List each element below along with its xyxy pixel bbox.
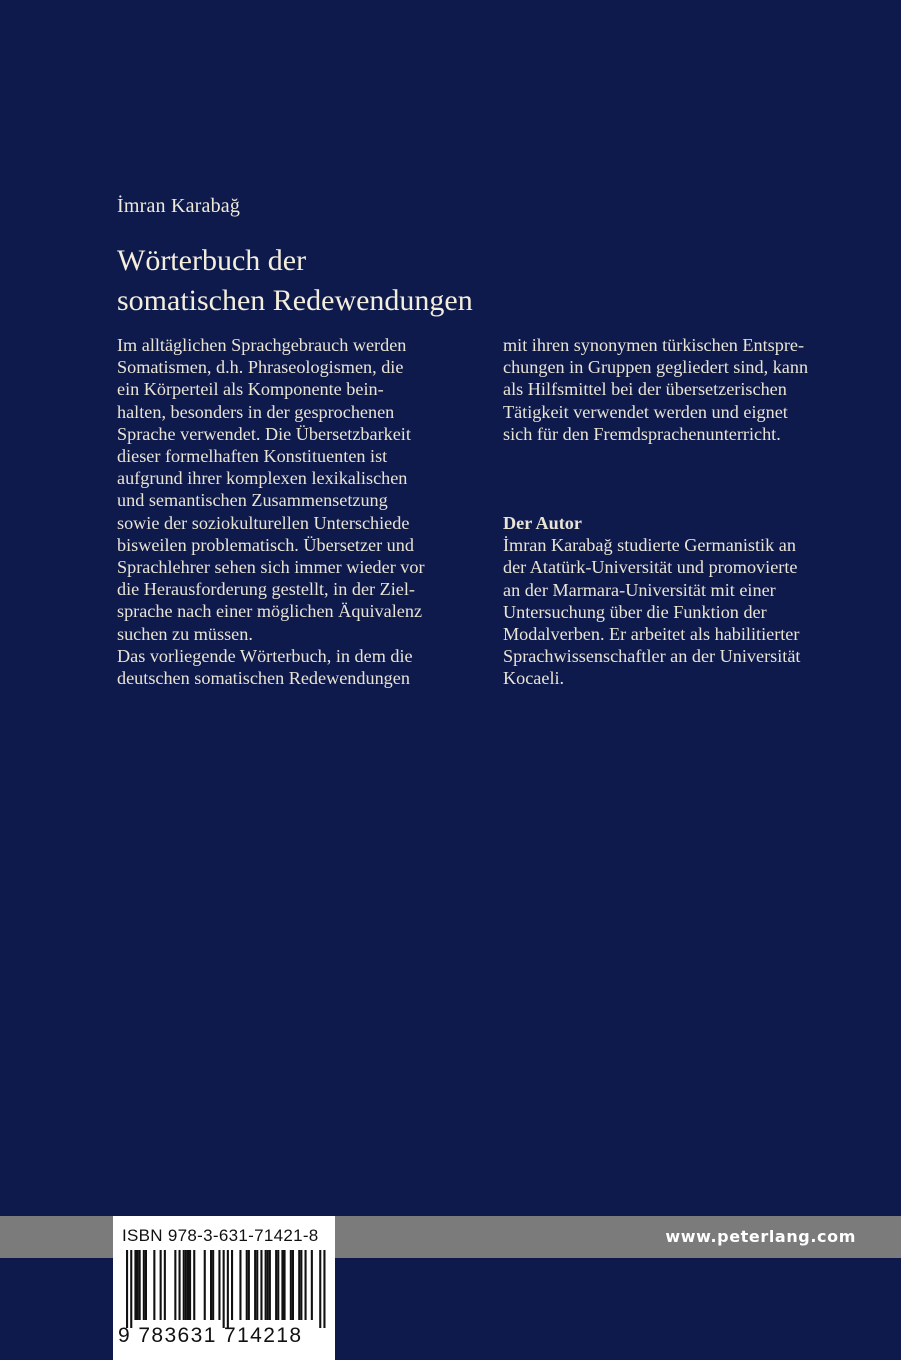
text-line: chungen in Gruppen gegliedert sind, kann bbox=[503, 357, 809, 378]
barcode-bar bbox=[134, 1250, 136, 1320]
barcode-bar bbox=[323, 1250, 325, 1328]
barcode-bar bbox=[189, 1250, 191, 1320]
barcode-bar bbox=[246, 1250, 248, 1320]
publisher-website: www.peterlang.com bbox=[665, 1227, 856, 1246]
text-line: deutschen somatischen Redewendungen bbox=[117, 668, 410, 689]
barcode-bar bbox=[174, 1250, 176, 1320]
barcode-bar bbox=[231, 1250, 233, 1320]
barcode-bar bbox=[137, 1250, 139, 1320]
barcode-bar bbox=[126, 1250, 128, 1328]
text-line: der Atatürk-Universität und promovierte bbox=[503, 557, 798, 578]
text-line: Somatismen, d.h. Phraseologismen, die bbox=[117, 357, 404, 378]
barcode-bar bbox=[256, 1250, 258, 1320]
text-line: halten, besonders in der gesprochenen bbox=[117, 401, 395, 422]
text-line: aufgrund ihrer komplexen lexikalischen bbox=[117, 468, 408, 489]
barcode-bar bbox=[269, 1250, 271, 1320]
barcode-bar bbox=[275, 1250, 277, 1320]
text-line: Untersuchung über die Funktion der bbox=[503, 601, 767, 622]
barcode-bar bbox=[130, 1250, 132, 1328]
text-line: Das vorliegende Wörterbuch, in dem die bbox=[117, 645, 413, 666]
barcode-bar bbox=[267, 1250, 269, 1320]
barcode-bar bbox=[187, 1250, 189, 1320]
barcode-bar bbox=[193, 1250, 195, 1320]
text-line: Sprachwissenschaftler an der Universität bbox=[503, 646, 801, 667]
text-line: sowie der soziokulturellen Unterschiede bbox=[117, 512, 410, 533]
blurb-left-column bbox=[117, 334, 469, 689]
text-line: Modalverben. Er arbeitet als habilitierter bbox=[503, 624, 800, 645]
barcode-bar bbox=[305, 1250, 307, 1320]
book-title bbox=[117, 241, 757, 321]
about-author-body bbox=[503, 534, 858, 689]
isbn-label: ISBN 978-3-631-71421-8 bbox=[122, 1226, 319, 1245]
barcode-bar bbox=[153, 1250, 155, 1320]
ean-digits: 9 783631 714218 bbox=[118, 1324, 303, 1347]
barcode-bar bbox=[179, 1250, 181, 1320]
barcode-bar bbox=[185, 1250, 187, 1320]
barcode-bar bbox=[145, 1250, 147, 1320]
text-line: mit ihren synonymen türkischen Entspre- bbox=[503, 335, 805, 355]
barcode-bar bbox=[210, 1250, 212, 1320]
barcode-bar bbox=[143, 1250, 145, 1320]
title-line: somatischen Redewendungen bbox=[117, 284, 473, 317]
text-line: Tätigkeit verwendet werden und eignet bbox=[503, 401, 788, 422]
barcode-bar bbox=[227, 1250, 229, 1328]
barcode-bar bbox=[290, 1250, 292, 1320]
text-line: die Herausforderung gestellt, in der Ziel- bbox=[117, 579, 415, 600]
barcode-bar bbox=[284, 1250, 286, 1320]
barcode-bar bbox=[292, 1250, 294, 1320]
ean-barcode bbox=[113, 1250, 335, 1330]
title-line: Wörterbuch der bbox=[117, 244, 307, 277]
barcode-bar bbox=[277, 1250, 279, 1320]
text-line: ein Körperteil als Komponente bein- bbox=[117, 379, 384, 400]
author-name: İmran Karabağ bbox=[117, 195, 241, 217]
barcode-bar bbox=[164, 1250, 166, 1320]
text-line: als Hilfsmittel bei der übersetzerischen bbox=[503, 379, 787, 400]
text-line: an der Marmara-Universität mit einer bbox=[503, 579, 776, 600]
text-line: Im alltäglichen Sprachgebrauch werden bbox=[117, 335, 407, 355]
text-line: bisweilen problematisch. Übersetzer und bbox=[117, 534, 414, 555]
text-line: Sprache verwendet. Die Übersetzbarkeit bbox=[117, 423, 411, 444]
barcode-bar bbox=[281, 1250, 283, 1320]
text-line: sich für den Fremdsprachenunterricht. bbox=[503, 423, 781, 444]
barcode-bar bbox=[239, 1250, 241, 1320]
text-line: suchen zu müssen. bbox=[117, 623, 253, 644]
barcode-bar bbox=[223, 1250, 225, 1328]
about-author-section bbox=[503, 512, 858, 690]
barcode-bar bbox=[311, 1250, 313, 1320]
barcode-box bbox=[113, 1216, 335, 1360]
barcode-bar bbox=[204, 1250, 206, 1320]
barcode-bar bbox=[300, 1250, 302, 1320]
barcode-bar bbox=[212, 1250, 214, 1320]
barcode-bar bbox=[248, 1250, 250, 1320]
barcode-bar bbox=[265, 1250, 267, 1320]
barcode-bar bbox=[139, 1250, 141, 1320]
barcode-bar bbox=[298, 1250, 300, 1320]
about-author-heading: Der Autor bbox=[503, 513, 582, 533]
barcode-bar bbox=[160, 1250, 162, 1320]
barcode-bar bbox=[260, 1250, 262, 1320]
text-line: sprache nach einer möglichen Äquivalenz bbox=[117, 601, 423, 622]
text-line: İmran Karabağ studierte Germanistik an bbox=[503, 535, 796, 556]
text-line: Sprachlehrer sehen sich immer wieder vor bbox=[117, 557, 425, 578]
barcode-bar bbox=[218, 1250, 220, 1320]
blurb-right-column bbox=[503, 334, 858, 445]
text-line: und semantischen Zusammensetzung bbox=[117, 490, 388, 511]
text-line: dieser formelhaften Konstituenten ist bbox=[117, 446, 388, 467]
barcode-bar bbox=[254, 1250, 256, 1320]
barcode-bar bbox=[183, 1250, 185, 1320]
barcode-bar bbox=[319, 1250, 321, 1328]
text-line: Kocaeli. bbox=[503, 668, 565, 689]
